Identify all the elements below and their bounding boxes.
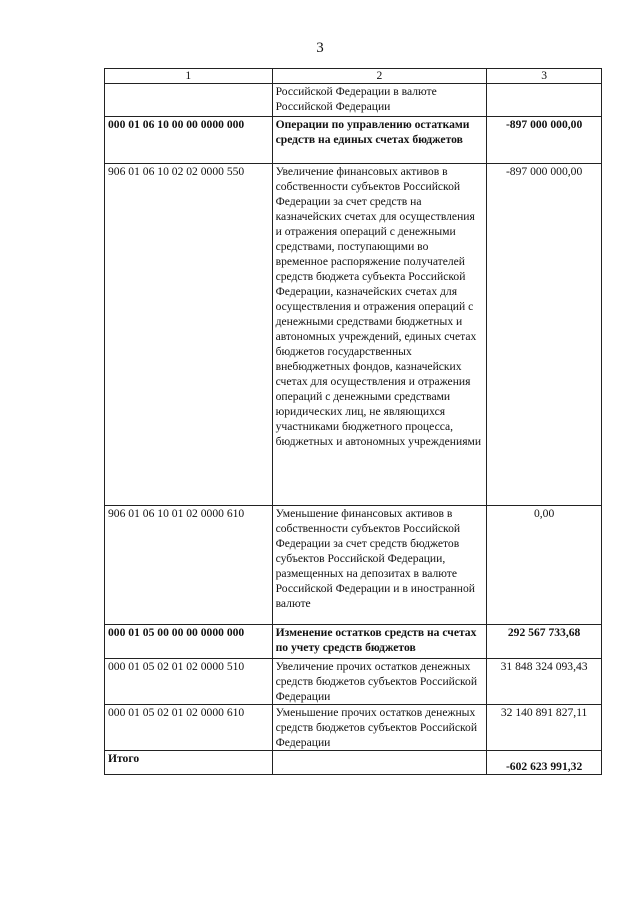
table-row — [105, 625, 602, 659]
row-amount: -897 000 000,00 — [487, 164, 602, 506]
row-amount: 292 567 733,68 — [487, 625, 602, 659]
row-code — [105, 84, 273, 117]
table-row — [105, 506, 602, 625]
row-code: 000 01 05 00 00 00 0000 000 — [105, 625, 273, 659]
row-amount: 32 140 891 827,11 — [487, 705, 602, 751]
total-empty-cell — [272, 751, 487, 775]
row-amount: -897 000 000,00 — [487, 117, 602, 164]
table-row — [105, 659, 602, 705]
row-name: Изменение остатков средств на счетах по учету средств бюджетов — [272, 625, 487, 659]
table-row — [105, 705, 602, 751]
row-code: 000 01 06 10 00 00 0000 000 — [105, 117, 273, 164]
table-header-row — [105, 69, 602, 84]
total-amount: -602 623 991,32 — [487, 751, 602, 775]
row-code: 000 01 05 02 01 02 0000 510 — [105, 659, 273, 705]
row-amount: 31 848 324 093,43 — [487, 659, 602, 705]
row-name: Операции по управлению остатками средств на единых счетах бюджетов — [272, 117, 487, 164]
table-row — [105, 84, 602, 117]
table-row — [105, 164, 602, 506]
page-number: 3 — [316, 40, 324, 56]
total-label: Итого — [105, 751, 273, 775]
row-name: Увеличение прочих остатков денежных средств бюджетов субъектов Российской Федерации — [272, 659, 487, 705]
row-code: 000 01 05 02 01 02 0000 610 — [105, 705, 273, 751]
column-header-2: 2 — [272, 69, 487, 84]
row-amount: 0,00 — [487, 506, 602, 625]
column-header-3: 3 — [487, 69, 602, 84]
row-code: 906 01 06 10 01 02 0000 610 — [105, 506, 273, 625]
column-header-1: 1 — [105, 69, 273, 84]
row-code: 906 01 06 10 02 02 0000 550 — [105, 164, 273, 506]
row-name: Уменьшение прочих остатков денежных средств бюджетов субъектов Российской Федерации — [272, 705, 487, 751]
row-name: Уменьшение финансовых активов в собственности субъектов Российской Федерации за счет средств бюджетов субъектов Российской Федерации, размещенных на депозитах в валюте Российской Федерации и в иностранной валюте — [272, 506, 487, 625]
table-row — [105, 117, 602, 164]
total-row — [105, 751, 602, 775]
row-name: Увеличение финансовых активов в собственности субъектов Российской Федерации за счет средств на казначейских счетах для осуществления и отражения операций с денежными средствами, поступающими во временное распоряжение получателей средств бюджета субъекта Российской Федерации, казначейских счетах для осуществления и отражения операций с денежными средствами бюджетных и автономных учреждений, единых счетах бюджетов государственных внебюджетных фондов, казначейских счетах для осуществления и отражения операций с денежными средствами юридических лиц, не являющихся участниками бюджетного процесса, бюджетных и автономных учреждениями — [272, 164, 487, 506]
budget-sources-table — [104, 68, 602, 775]
row-amount — [487, 84, 602, 117]
row-name: Российской Федерации в валюте Российской Федерации — [272, 84, 487, 117]
